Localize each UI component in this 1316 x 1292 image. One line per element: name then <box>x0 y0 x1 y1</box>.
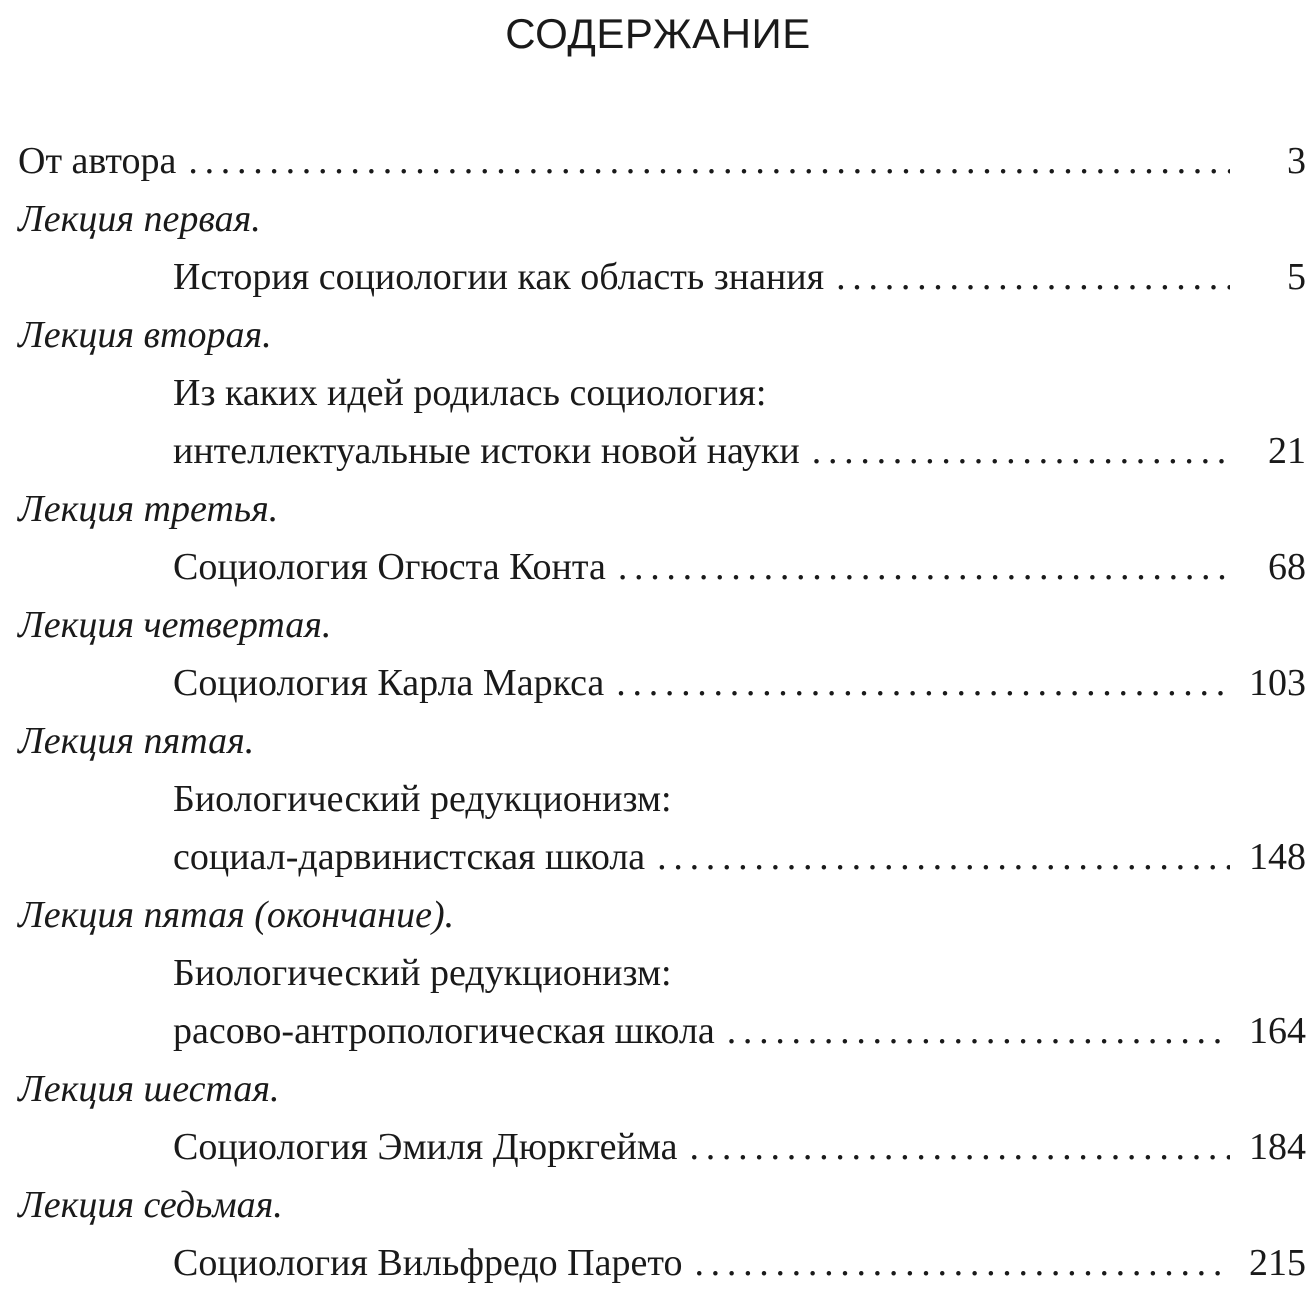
page-title: СОДЕРЖАНИЕ <box>505 10 811 57</box>
entry-title-line-2: социал-дарвинистская школа <box>173 836 646 878</box>
toc-entry-lecture-7[interactable] <box>18 1176 1306 1292</box>
entry-title: История социологии как область знания <box>173 256 825 298</box>
lecture-heading: Лекция шестая. <box>18 1068 280 1110</box>
entry-title: Социология Эмиля Дюркгейма <box>173 1126 678 1168</box>
lecture-heading: Лекция пятая (окончание). <box>18 894 455 936</box>
table-of-contents <box>18 132 1306 1292</box>
entry-title-line-1: Биологический редукционизм: <box>173 778 672 820</box>
entry-title-line-1: Из каких идей родилась социология: <box>173 372 767 414</box>
toc-entry-lecture-5[interactable] <box>18 712 1306 886</box>
page-number: 21 <box>1268 430 1306 472</box>
dot-leader <box>836 248 1230 306</box>
toc-entry-lecture-2[interactable] <box>18 306 1306 480</box>
page-number: 184 <box>1249 1126 1306 1168</box>
entry-title: Социология Вильфредо Парето <box>173 1242 683 1284</box>
page-number: 3 <box>1287 140 1306 182</box>
page-number: 164 <box>1249 1010 1306 1052</box>
toc-entry-foreword[interactable] <box>18 132 1306 190</box>
entry-title-line-2: интеллектуальные истоки новой науки <box>173 430 800 472</box>
dot-leader <box>812 422 1230 480</box>
lecture-heading: Лекция вторая. <box>18 314 272 356</box>
lecture-heading: Лекция седьмая. <box>18 1184 283 1226</box>
lecture-heading: Лекция пятая. <box>18 720 255 762</box>
dot-leader <box>694 1234 1230 1292</box>
entry-title-line-2: расово-антропологическая школа <box>173 1010 715 1052</box>
page-number: 148 <box>1249 836 1306 878</box>
dot-leader <box>618 538 1230 596</box>
page-number: 103 <box>1249 662 1306 704</box>
toc-entry-lecture-6[interactable] <box>18 1060 1306 1176</box>
dot-leader <box>657 828 1230 886</box>
entry-title: Социология Огюста Конта <box>173 546 606 588</box>
page-number: 215 <box>1249 1242 1306 1284</box>
entry-title-line-1: Биологический редукционизм: <box>173 952 672 994</box>
page-number: 68 <box>1268 546 1306 588</box>
toc-entry-lecture-1[interactable] <box>18 190 1306 306</box>
dot-leader <box>690 1118 1230 1176</box>
toc-entry-lecture-4[interactable] <box>18 596 1306 712</box>
toc-entry-lecture-3[interactable] <box>18 480 1306 596</box>
toc-entry-lecture-5-end[interactable] <box>18 886 1306 1060</box>
lecture-heading: Лекция четвертая. <box>18 604 332 646</box>
lecture-heading: Лекция третья. <box>18 488 279 530</box>
dot-leader <box>616 654 1230 712</box>
dot-leader <box>188 132 1230 190</box>
page-number: 5 <box>1287 256 1306 298</box>
dot-leader <box>727 1002 1230 1060</box>
entry-title: Социология Карла Маркса <box>173 662 605 704</box>
entry-title: От автора <box>18 140 177 182</box>
lecture-heading: Лекция первая. <box>18 198 261 240</box>
